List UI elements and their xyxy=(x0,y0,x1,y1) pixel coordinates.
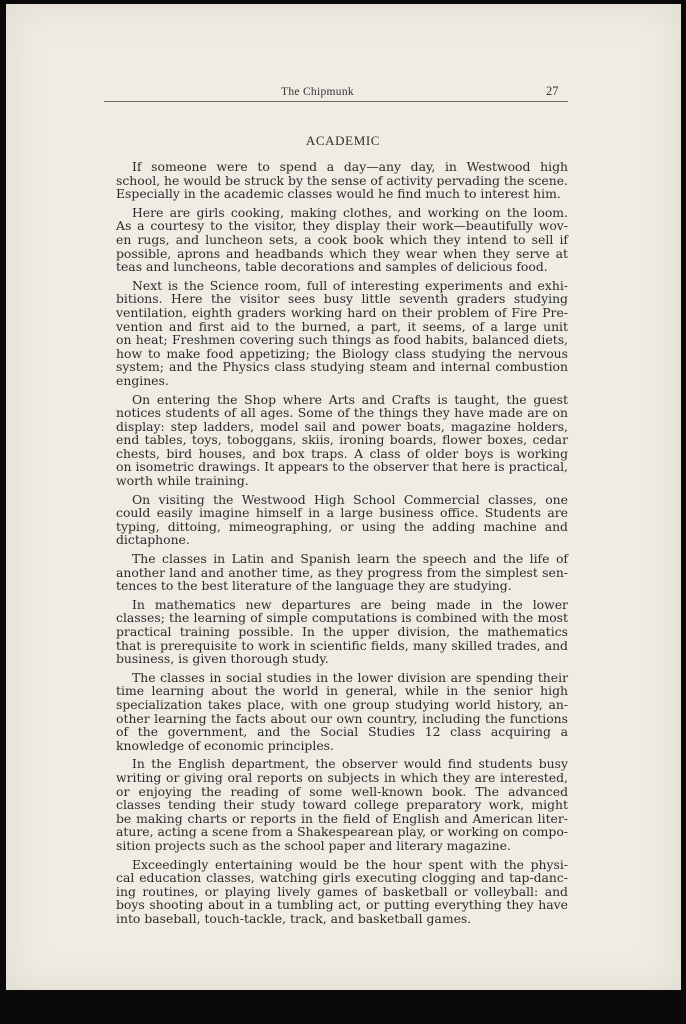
text-line: end tables, toys, toboggans, skiis, ironing boards, flower boxes, cedar xyxy=(116,432,568,448)
paragraph xyxy=(116,671,568,753)
text-line: classes; the learning of simple computations is combined with the most xyxy=(116,610,568,626)
text-line: dictaphone. xyxy=(116,532,190,548)
paragraph xyxy=(116,279,568,388)
running-title: The Chipmunk xyxy=(281,86,354,98)
text-line: On entering the Shop where Arts and Crafts is taught, the guest xyxy=(132,391,568,407)
text-line: on heat; Freshmen covering such things as food habits, balanced diets, xyxy=(116,332,568,348)
text-line: ing routines, or playing lively games of basketball or volleyball: and xyxy=(116,883,568,899)
text-line: notices students of all ages. Some of the things they have made are on xyxy=(116,405,568,421)
text-line: business, is given thorough study. xyxy=(116,651,329,667)
text-line: The classes in social studies in the lower division are spending their xyxy=(132,669,568,685)
text-line: how to make food appetizing; the Biology class studying the nervous xyxy=(116,345,568,361)
text-line: sition projects such as the school paper and literary magazine. xyxy=(116,837,511,853)
text-line: worth while training. xyxy=(116,473,249,489)
text-line: writing or giving oral reports on subjects in which they are interested, xyxy=(116,769,568,785)
article-body xyxy=(116,160,568,930)
text-line: possible, aprons and headbands which they wear when they serve at xyxy=(116,245,568,261)
text-line: display: step ladders, model sail and power boats, magazine holders, xyxy=(116,418,568,434)
text-line: of the government, and the Social Studies 12 class acquiring a xyxy=(116,724,568,740)
text-line: On visiting the Westwood High School Commercial classes, one xyxy=(132,491,568,507)
text-line: Exceedingly entertaining would be the hour spent with the physi- xyxy=(132,856,568,872)
text-line: on isometric drawings. It appears to the observer that here is practical, xyxy=(116,459,568,475)
text-line: school, he would be struck by the sense of activity pervading the scene. xyxy=(116,172,568,188)
text-line: en rugs, and luncheon sets, a cook book which they intend to sell if xyxy=(116,231,568,247)
text-line: In the English department, the observer would find students busy xyxy=(132,756,568,772)
text-line: chests, bird houses, and box traps. A class of older boys is working xyxy=(116,445,568,461)
text-line: bitions. Here the visitor sees busy little seventh graders studying xyxy=(116,291,568,307)
text-line: other learning the facts about our own country, including the functions xyxy=(116,710,568,726)
text-line: could easily imagine himself in a large business office. Students are xyxy=(116,505,568,521)
paragraph xyxy=(116,393,568,488)
text-line: cal education classes, watching girls executing clogging and tap-danc- xyxy=(116,870,568,886)
text-line: typing, dittoing, mimeographing, or using the adding machine and xyxy=(116,518,568,534)
text-line: system; and the Physics class studying steam and internal combustion xyxy=(116,359,568,375)
text-line: specialization takes place, with one group studying world history, an- xyxy=(116,696,568,712)
text-line: tences to the best literature of the language they are studying. xyxy=(116,578,512,594)
text-line: boys shooting about in a tumbling act, or putting everything they have xyxy=(116,897,568,913)
text-line: vention and first aid to the burned, a part, it seems, of a large unit xyxy=(116,318,568,334)
page-number: 27 xyxy=(546,84,559,98)
text-line: Next is the Science room, full of interesting experiments and exhi- xyxy=(132,277,568,293)
header-rule xyxy=(104,101,568,102)
text-line: classes tending their study toward college preparatory work, might xyxy=(116,797,568,813)
text-line: In mathematics new departures are being made in the lower xyxy=(132,596,568,612)
text-line: time learning about the world in general, while in the senior high xyxy=(116,683,568,699)
section-title: ACADEMIC xyxy=(305,133,381,148)
paragraph xyxy=(116,598,568,666)
text-line: or enjoying the reading of some well-known book. The advanced xyxy=(116,783,568,799)
text-line: ature, acting a scene from a Shakespearean play, or working on compo- xyxy=(116,824,568,840)
text-line: teas and luncheons, table decorations and samples of delicious food. xyxy=(116,259,548,275)
text-line: If someone were to spend a day—any day, in Westwood high xyxy=(132,159,568,174)
text-line: into baseball, touch-tackle, track, and basketball games. xyxy=(116,910,472,926)
text-line: The classes in Latin and Spanish learn the speech and the life of xyxy=(132,551,568,567)
paragraph xyxy=(116,757,568,852)
paragraph xyxy=(116,858,568,926)
text-line: Especially in the academic classes would he find much to interest him. xyxy=(116,186,561,202)
paragraph xyxy=(116,493,568,547)
text-line: another land and another time, as they progress from the simplest sen- xyxy=(116,564,568,580)
paragraph xyxy=(116,206,568,274)
text-line: As a courtesy to the visitor, they display their work—beautifully wov- xyxy=(116,218,568,234)
paragraph xyxy=(116,160,568,201)
text-line: engines. xyxy=(116,372,169,388)
text-line: be making charts or reports in the field of English and American liter- xyxy=(116,810,568,826)
text-line: ventilation, eighth graders working hard on their problem of Fire Pre- xyxy=(116,304,568,320)
text-line: knowledge of economic principles. xyxy=(116,737,334,753)
text-line: practical training possible. In the upper division, the mathematics xyxy=(116,624,568,639)
text-line: Here are girls cooking, making clothes, and working on the loom. xyxy=(132,204,568,220)
paragraph xyxy=(116,552,568,593)
text-line: that is prerequisite to work in scientific fields, many skilled trades, and xyxy=(116,637,568,653)
